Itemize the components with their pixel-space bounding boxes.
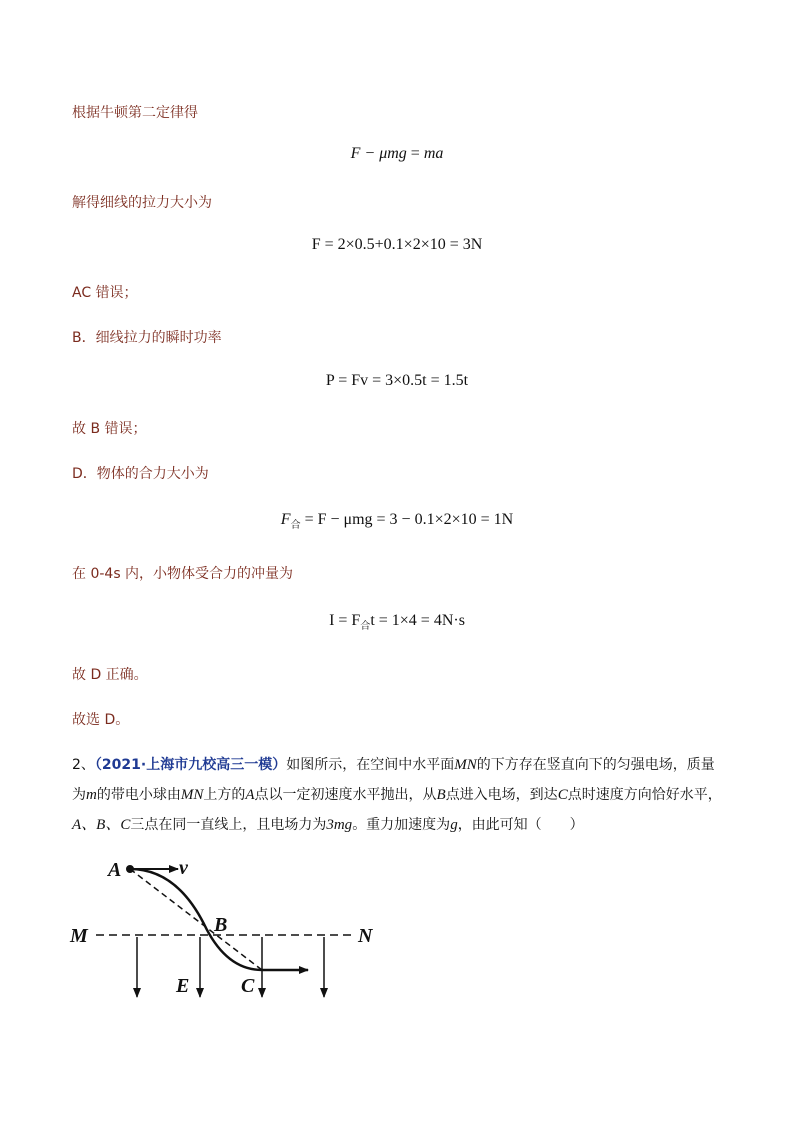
question-part1: 如图所示，在空间中水平面 xyxy=(286,757,455,773)
question-part9: 。重力加速度为 xyxy=(352,817,451,833)
label-b: B xyxy=(214,914,228,936)
question-points: A、B、C xyxy=(72,817,131,833)
equation-power: P = Fv = 3×0.5t = 1.5t xyxy=(325,372,469,389)
abc-straight-line xyxy=(130,869,262,970)
net-force-subscript: 合 xyxy=(290,520,301,531)
b-label: B．细线拉力的瞬时功率 xyxy=(72,330,222,346)
question-gravity: g xyxy=(450,817,458,833)
question-part10: ，由此可知（ ） xyxy=(457,817,584,833)
question-part5: 点以一定初速度水平抛出，从 xyxy=(254,787,437,803)
impulse-rest: t = 1×4 = 4N·s xyxy=(370,612,465,629)
equation-tension: F = 2×0.5+0.1×2×10 = 3N xyxy=(311,236,483,253)
question-number: 2、 xyxy=(72,757,95,773)
label-m: M xyxy=(70,925,88,947)
answer: 故选 D。 xyxy=(72,712,130,728)
d-label: D．物体的合力大小为 xyxy=(72,466,209,482)
ac-wrong: AC 错误； xyxy=(72,285,138,301)
label-n: N xyxy=(358,925,373,947)
tension-intro: 解得细线的拉力大小为 xyxy=(72,195,212,211)
question-point-b: B xyxy=(436,787,446,803)
equation-newton: F − μmg = ma xyxy=(350,145,444,162)
question-plane: MN xyxy=(454,757,477,773)
impulse-subscript: 合 xyxy=(360,621,371,632)
question-part4: 上方的 xyxy=(203,787,246,803)
question-part8: 三点在同一直线上，且电场力为 xyxy=(130,817,327,833)
ball-point-a xyxy=(126,865,134,873)
question-part6: 点进入电场，到达 xyxy=(445,787,558,803)
label-e: E xyxy=(176,975,190,997)
d-right: 故 D 正确。 xyxy=(72,667,148,683)
question-part2: 的下方存在竖直向下的匀强电场，质量为 xyxy=(72,757,715,803)
question-part3: 的带电小球由 xyxy=(96,787,181,803)
question-part7: 点时速度方向恰好水平， xyxy=(567,787,722,803)
question-point-a: A xyxy=(245,787,255,803)
label-c: C xyxy=(241,975,255,997)
question-mass: m xyxy=(86,787,97,803)
label-v: v xyxy=(179,857,188,879)
newton-intro: 根据牛顿第二定律得 xyxy=(72,105,198,121)
net-force-rest: = F − μmg = 3 − 0.1×2×10 = 1N xyxy=(300,511,514,528)
label-a: A xyxy=(108,859,122,881)
question-point-c: C xyxy=(557,787,568,803)
newton-lhs: F − μmg xyxy=(350,145,407,162)
impulse-intro: 在 0-4s 内，小物体受合力的冲量为 xyxy=(72,566,294,582)
equation-impulse xyxy=(0,612,794,632)
trajectory-diagram xyxy=(66,852,386,1012)
question-plane2: MN xyxy=(180,787,204,803)
newton-rhs: ma xyxy=(423,145,444,162)
equation-net-force xyxy=(0,511,794,531)
net-force-symbol: F xyxy=(280,511,291,528)
b-wrong: 故 B 错误； xyxy=(72,421,147,437)
question-force: 3mg xyxy=(326,817,353,833)
question-2 xyxy=(72,750,727,840)
question-source: （2021·上海市九校高三一模） xyxy=(94,757,287,773)
impulse-prefix: I = F xyxy=(329,612,361,629)
